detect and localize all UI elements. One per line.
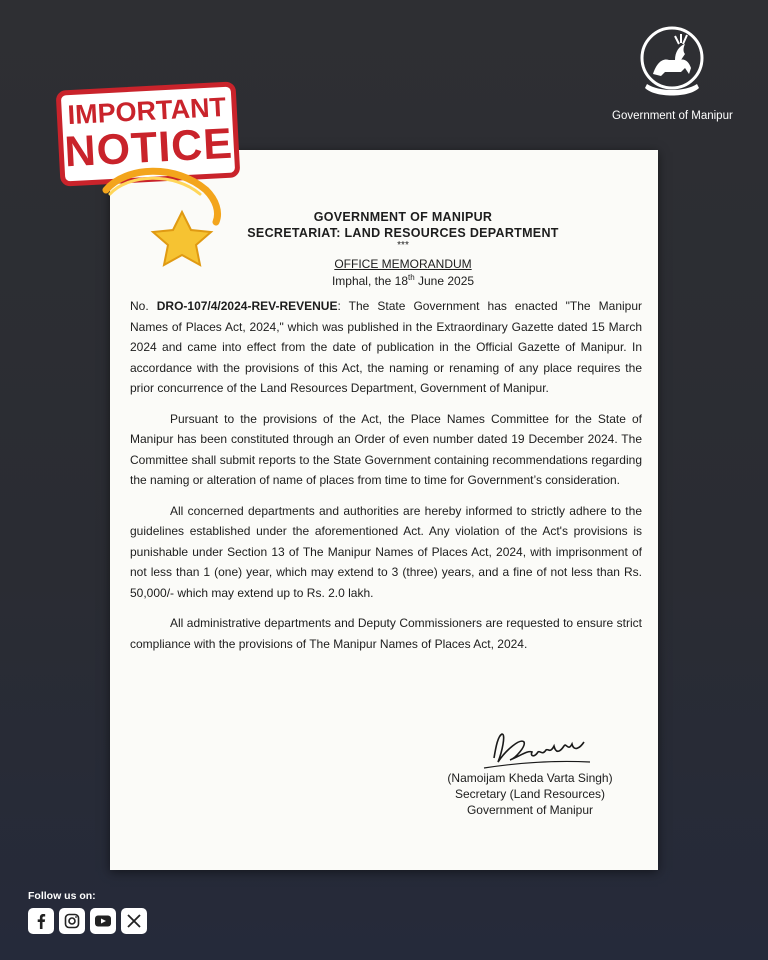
reference-number: DRO-107/4/2024-REV-REVENUE <box>156 299 338 313</box>
memo-body <box>130 296 642 664</box>
emblem-caption: Government of Manipur <box>612 110 733 122</box>
paragraph-1: No. DRO-107/4/2024-REV-REVENUE: The State Government has enacted "The Manipur Names of Places Act, 2024," which was published in the Extraordinary Gazette dated 15 March 2024 and came into effect from the date of publication in the Official Gazette of Manipur. In accordance with the provisions of this Act, the naming or renaming of any place requires the prior concurrence of the Land Resources Department, Government of Manipur. <box>130 299 642 395</box>
star-swoosh-icon <box>96 160 236 280</box>
header-department: SECRETARIAT: LAND RESOURCES DEPARTMENT <box>247 226 559 240</box>
signatory-name: (Namoijam Kheda Varta Singh) <box>447 771 613 785</box>
handwritten-signature <box>480 728 600 772</box>
header-stars: *** <box>397 240 409 251</box>
kangla-sha-emblem-icon <box>635 24 709 104</box>
stamp-line-1: IMPORTANT <box>66 91 227 131</box>
memo-title: OFFICE MEMORANDUM <box>334 257 472 271</box>
x-icon[interactable] <box>121 908 147 934</box>
paragraph-4: All administrative departments and Deputy Commissioners are requested to ensure strict compliance with the provisions of The Manipur Names of Places Act, 2024. <box>130 616 642 651</box>
memo-date: Imphal, the 18th June 2025 <box>331 273 475 288</box>
signatory-title: Secretary (Land Resources) <box>454 787 606 801</box>
social-footer <box>28 890 147 934</box>
stamp-line-2: NOTICE <box>63 119 235 177</box>
youtube-icon[interactable] <box>90 908 116 934</box>
paragraph-2: Pursuant to the provisions of the Act, the Place Names Committee for the State of Manipur has been constituted through an Order of even number dated 19 December 2024. The Committee shall submit reports to the State Government containing recommendations regarding the naming or alteration of name of places from time to time for Government’s consideration. <box>130 411 642 487</box>
follow-label: Follow us on: <box>28 890 96 902</box>
paragraph-3: All concerned departments and authorities are hereby informed to strictly adhere to the guidelines established under the aforementioned Act. Any violation of the Act's provisions is punishable under Section 13 of The Manipur Names of Places Act, 2024, with imprisonment of not less than 1 (one) year, which may extend to 3 (three) years, and a fine of not less than Rs. 50,000/- which may extend up to Rs. 2.0 lakh. <box>130 503 642 600</box>
header-government: GOVERNMENT OF MANIPUR <box>313 210 493 224</box>
government-emblem <box>612 24 732 122</box>
signatory-block <box>410 770 650 818</box>
instagram-icon[interactable] <box>59 908 85 934</box>
facebook-icon[interactable] <box>28 908 54 934</box>
signatory-organization: Government of Manipur <box>466 803 594 817</box>
